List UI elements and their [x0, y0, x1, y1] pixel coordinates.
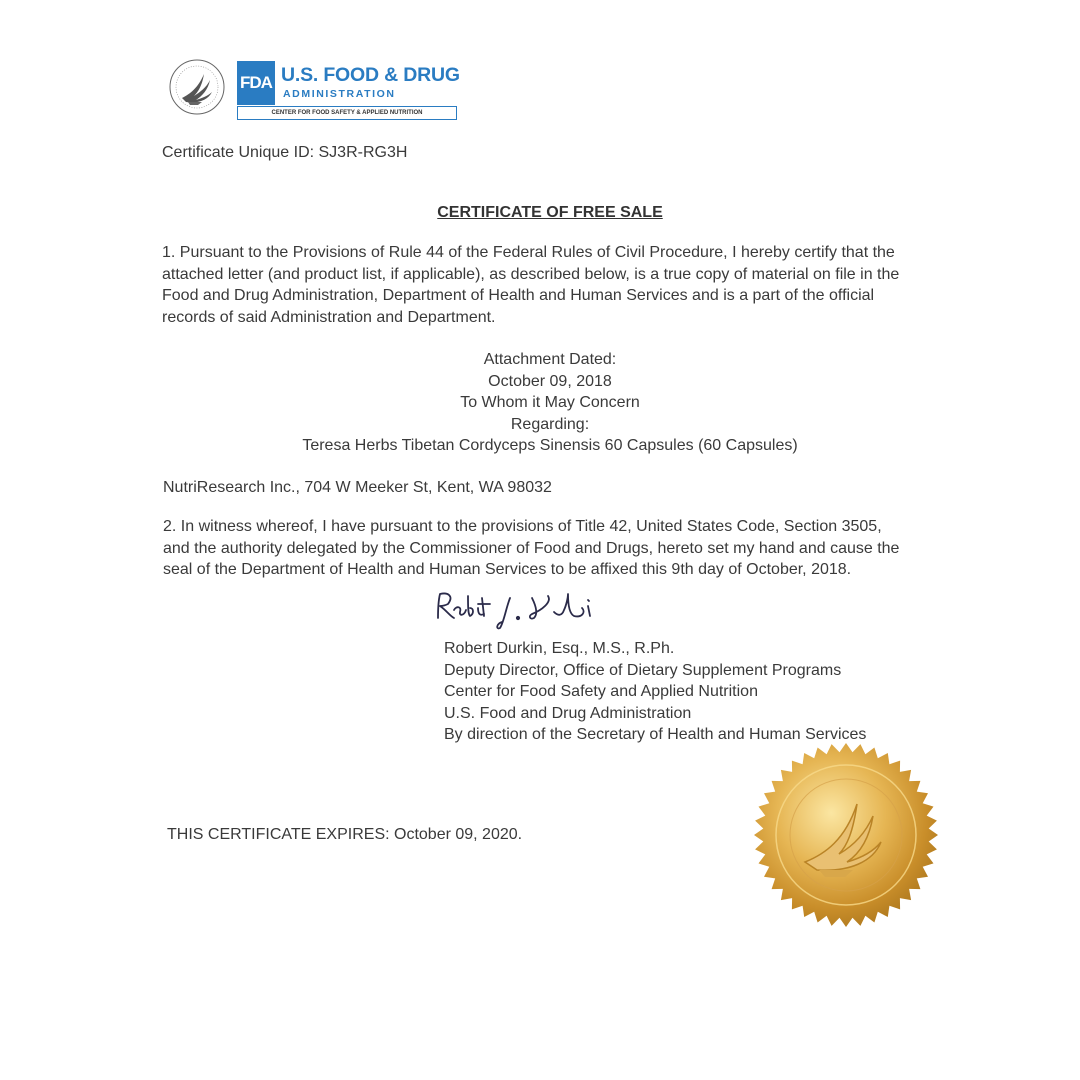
paragraph-2 [163, 516, 953, 581]
signer-block [444, 638, 866, 746]
paragraph-1 [162, 242, 952, 328]
paragraph-line: 2. In witness whereof, I have pursuant to the provisions of Title 42, United States Code, Section 3505, [163, 518, 882, 535]
signer-line: Deputy Director, Office of Dietary Supplement Programs [444, 661, 842, 679]
fda-name: U.S. FOOD & DRUG [281, 64, 460, 86]
expiration-notice: THIS CERTIFICATE EXPIRES: October 09, 2020. [167, 826, 523, 843]
paragraph-line: and the authority delegated by the Commissioner of Food and Drugs, hereto set my hand and cause the [163, 539, 900, 557]
signature-icon [432, 588, 622, 632]
fda-logo [237, 61, 460, 120]
company-address: NutriResearch Inc., 704 W Meeker St, Kent, WA 98032 [163, 479, 552, 496]
paragraph-line: Food and Drug Administration, Department of Health and Human Services and is a part of the official [162, 287, 875, 304]
certificate-title: CERTIFICATE OF FREE SALE [437, 204, 663, 221]
signer-line: Center for Food Safety and Applied Nutrition [444, 683, 758, 700]
paragraph-line: records of said Administration and Department. [162, 308, 496, 326]
signer-line: U.S. Food and Drug Administration [444, 704, 692, 722]
signer-line: Robert Durkin, Esq., M.S., R.Ph. [444, 640, 675, 657]
fda-center: CENTER FOR FOOD SAFETY & APPLIED NUTRITION [237, 106, 457, 120]
paragraph-line: seal of the Department of Health and Human Services to be affixed this 9th day of October, 2018. [163, 561, 852, 578]
attachment-line: Attachment Dated: [483, 351, 617, 368]
paragraph-line: 1. Pursuant to the Provisions of Rule 44 of the Federal Rules of Civil Procedure, I hereby certify that the [162, 244, 895, 261]
fda-admin: ADMINISTRATION [283, 88, 396, 100]
hhs-seal-icon [168, 58, 226, 116]
attachment-line: To Whom it May Concern [460, 394, 640, 411]
signer-line: By direction of the Secretary of Health and Human Services [444, 726, 867, 743]
attachment-line: Regarding: [510, 415, 590, 433]
attachment-line: October 09, 2018 [488, 372, 612, 390]
paragraph-line: attached letter (and product list, if applicable), as described below, is a true copy of material on file in the [162, 265, 900, 283]
gold-seal-icon [753, 742, 939, 928]
certificate-unique-id: Certificate Unique ID: SJ3R-RG3H [162, 144, 408, 161]
fda-abbr: FDA [237, 61, 275, 105]
attachment-line: Teresa Herbs Tibetan Cordyceps Sinensis 60 Capsules (60 Capsules) [302, 437, 798, 454]
attachment-block [200, 349, 900, 457]
